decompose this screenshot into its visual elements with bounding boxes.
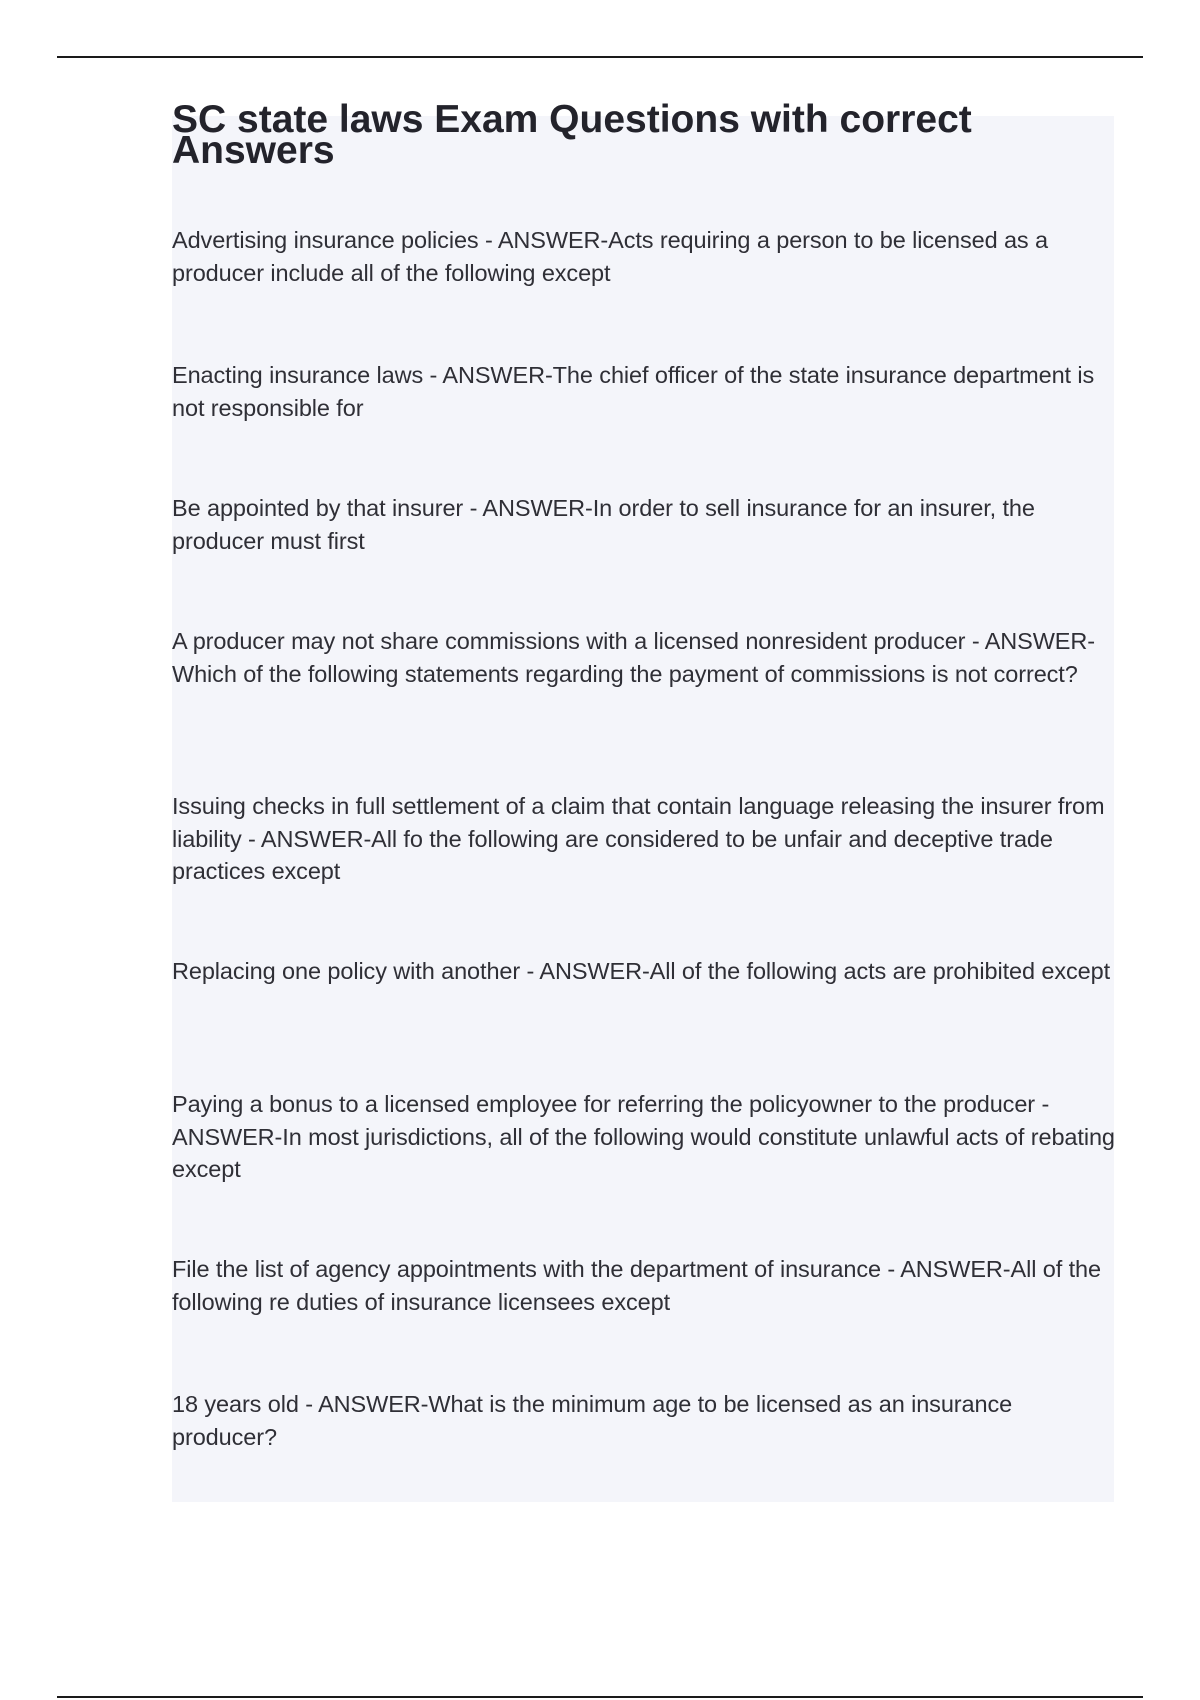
- footer-rule: [57, 1696, 1143, 1698]
- qa-item-3: Be appointed by that insurer - ANSWER-In order to sell insurance for an insurer, the producer must first: [172, 495, 1035, 554]
- qa-item-6: Replacing one policy with another - ANSWER-All of the following acts are prohibited except: [172, 958, 1111, 984]
- qa-item-9: 18 years old - ANSWER-What is the minimum age to be licensed as an insurance producer?: [172, 1391, 1013, 1450]
- qa-item-4: A producer may not share commissions with a licensed nonresident producer - ANSWER-Which of the following statements regarding the payment of commissions is not correct?: [172, 628, 1095, 687]
- qa-item-1: Advertising insurance policies - ANSWER-Acts requiring a person to be licensed as a producer include all of the following except: [172, 227, 1048, 286]
- qa-item-7: Paying a bonus to a licensed employee for referring the policyowner to the producer - ANSWER-In most jurisdictions, all of the following would constitute unlawful acts of rebating except: [172, 1091, 1115, 1182]
- qa-item-2: Enacting insurance laws - ANSWER-The chief officer of the state insurance department is not responsible for: [172, 362, 1095, 421]
- document-title: SC state laws Exam Questions with correct Answers: [172, 98, 972, 172]
- qa-item-8: File the list of agency appointments with the department of insurance - ANSWER-All of the following re duties of insurance licensees except: [172, 1256, 1101, 1315]
- header-rule: [57, 56, 1143, 58]
- qa-item-5: Issuing checks in full settlement of a claim that contain language releasing the insurer from liability - ANSWER-All fo the following are considered to be unfair and deceptive trade practices except: [172, 793, 1105, 884]
